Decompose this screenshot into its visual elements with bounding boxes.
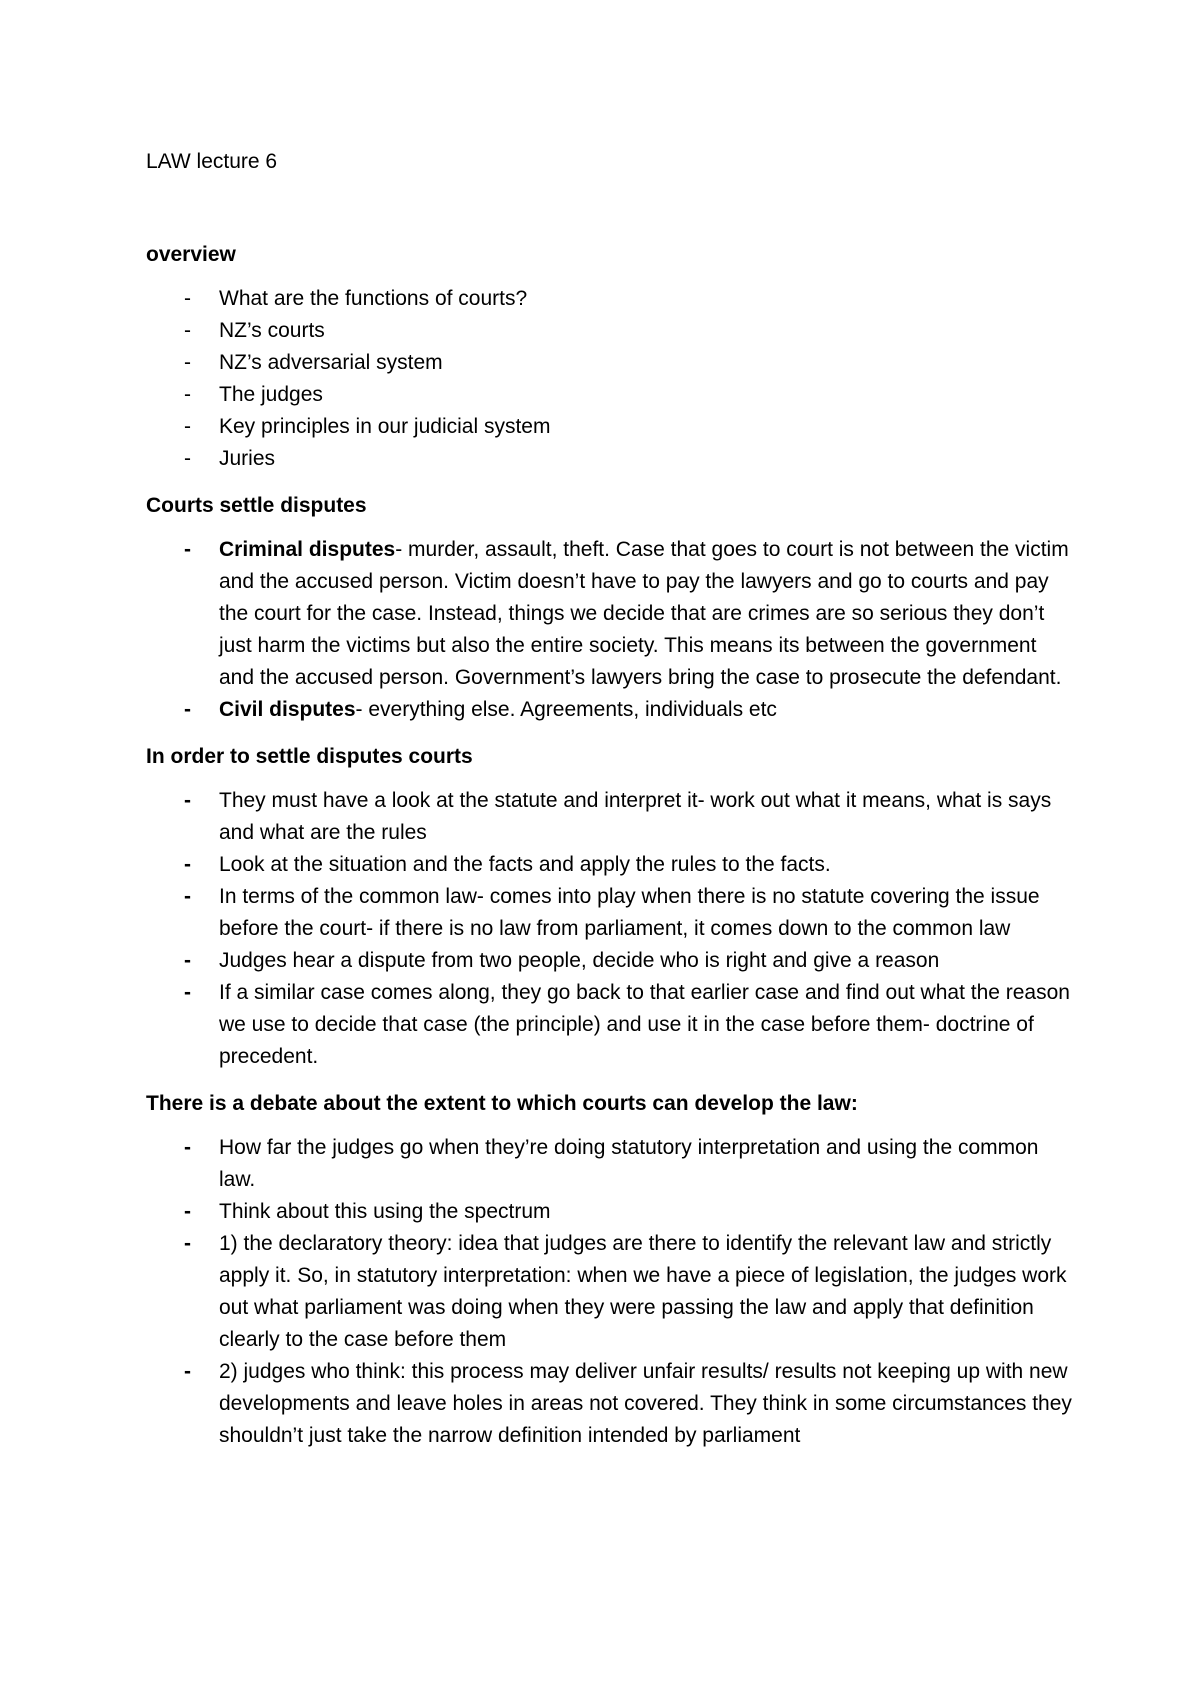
list-item-text: If a similar case comes along, they go back to that earlier case and find out what the reason we use to decide that case (the principle) and use it in the case before them- doctrine of precedent. <box>219 981 1070 1068</box>
list-item-text: Judges hear a dispute from two people, decide who is right and give a reason <box>219 949 940 972</box>
list-item-text: - murder, assault, theft. Case that goes to court is not between the victim and the accused person. Victim doesn’t have to pay the lawyers and go to courts and pay the court for the case. Instead, things we decide that are crimes are so serious they don’t just harm the victims but also the entire society. This means its between the government and the accused person. Government’s lawyers bring the case to prosecute the defendant. <box>219 538 1069 689</box>
section-courts-settle-disputes <box>146 490 1076 726</box>
list-item-lead: Criminal disputes <box>219 538 396 561</box>
list-item <box>146 411 1076 443</box>
list-item <box>146 443 1076 475</box>
list-item <box>146 977 1076 1073</box>
list-item-text: In terms of the common law- comes into play when there is no statute covering the issue before the court- if there is no law from parliament, it comes down to the common law <box>219 885 1040 940</box>
list-dash-marker: - <box>184 1360 191 1383</box>
list-dash-marker: - <box>184 1200 191 1223</box>
list-item <box>146 881 1076 945</box>
list-item-text: They must have a look at the statute and interpret it- work out what it means, what is says and what are the rules <box>219 789 1052 844</box>
list-dash-marker: - <box>184 698 191 721</box>
list-item <box>146 785 1076 849</box>
list-dash-marker: - <box>184 789 191 812</box>
list-dash-marker: - <box>184 319 191 342</box>
list-item-lead: Civil disputes <box>219 698 356 721</box>
list-item-text: 1) the declaratory theory: idea that judges are there to identify the relevant law and strictly apply it. So, in statutory interpretation: when we have a piece of legislation, the judges work out what parliament was doing when they were passing the law and apply that definition clearly to the case before them <box>219 1232 1067 1351</box>
list-item-text: Key principles in our judicial system <box>219 415 551 438</box>
section-overview <box>146 239 1076 475</box>
overview-list <box>146 283 1076 475</box>
in-order-list <box>146 785 1076 1073</box>
section-heading-courts-settle-disputes: Courts settle disputes <box>146 494 367 517</box>
list-dash-marker: - <box>184 853 191 876</box>
list-item <box>146 1228 1076 1356</box>
list-item <box>146 315 1076 347</box>
list-dash-marker: - <box>184 1232 191 1255</box>
list-dash-marker: - <box>184 447 191 470</box>
courts-settle-list <box>146 534 1076 726</box>
section-debate <box>146 1088 1076 1452</box>
list-dash-marker: - <box>184 351 191 374</box>
list-item <box>146 694 1076 726</box>
list-item-text: How far the judges go when they’re doing statutory interpretation and using the common law. <box>219 1136 1039 1191</box>
list-dash-marker: - <box>184 981 191 1004</box>
debate-list <box>146 1132 1076 1452</box>
list-item-text: Juries <box>219 447 276 470</box>
list-dash-marker: - <box>184 383 191 406</box>
section-in-order-to-settle <box>146 741 1076 1073</box>
list-item <box>146 1196 1076 1228</box>
list-dash-marker: - <box>184 538 191 561</box>
section-heading-debate: There is a debate about the extent to which courts can develop the law: <box>146 1092 858 1115</box>
list-dash-marker: - <box>184 415 191 438</box>
list-dash-marker: - <box>184 885 191 908</box>
list-item-text: Think about this using the spectrum <box>219 1200 551 1223</box>
list-item-text: Look at the situation and the facts and apply the rules to the facts. <box>219 853 831 876</box>
list-dash-marker: - <box>184 949 191 972</box>
list-item <box>146 849 1076 881</box>
list-item <box>146 1132 1076 1196</box>
list-item-text: - everything else. Agreements, individuals etc <box>355 698 777 721</box>
list-item-text: What are the functions of courts? <box>219 287 528 310</box>
list-item <box>146 379 1076 411</box>
section-heading-in-order-to-settle: In order to settle disputes courts <box>146 745 473 768</box>
list-item-text: The judges <box>219 383 323 406</box>
list-item-text: NZ’s adversarial system <box>219 351 443 374</box>
list-dash-marker: - <box>184 1136 191 1159</box>
document-page <box>146 146 1076 1467</box>
list-item-text: 2) judges who think: this process may deliver unfair results/ results not keeping up with new developments and leave holes in areas not covered. They think in some circumstances they shouldn’t just take the narrow definition intended by parliament <box>219 1360 1072 1447</box>
list-item <box>146 283 1076 315</box>
list-item <box>146 1356 1076 1452</box>
list-item <box>146 347 1076 379</box>
list-item <box>146 945 1076 977</box>
list-dash-marker: - <box>184 287 191 310</box>
list-item <box>146 534 1076 694</box>
section-heading-overview: overview <box>146 243 236 266</box>
document-title: LAW lecture 6 <box>146 150 278 173</box>
list-item-text: NZ’s courts <box>219 319 325 342</box>
